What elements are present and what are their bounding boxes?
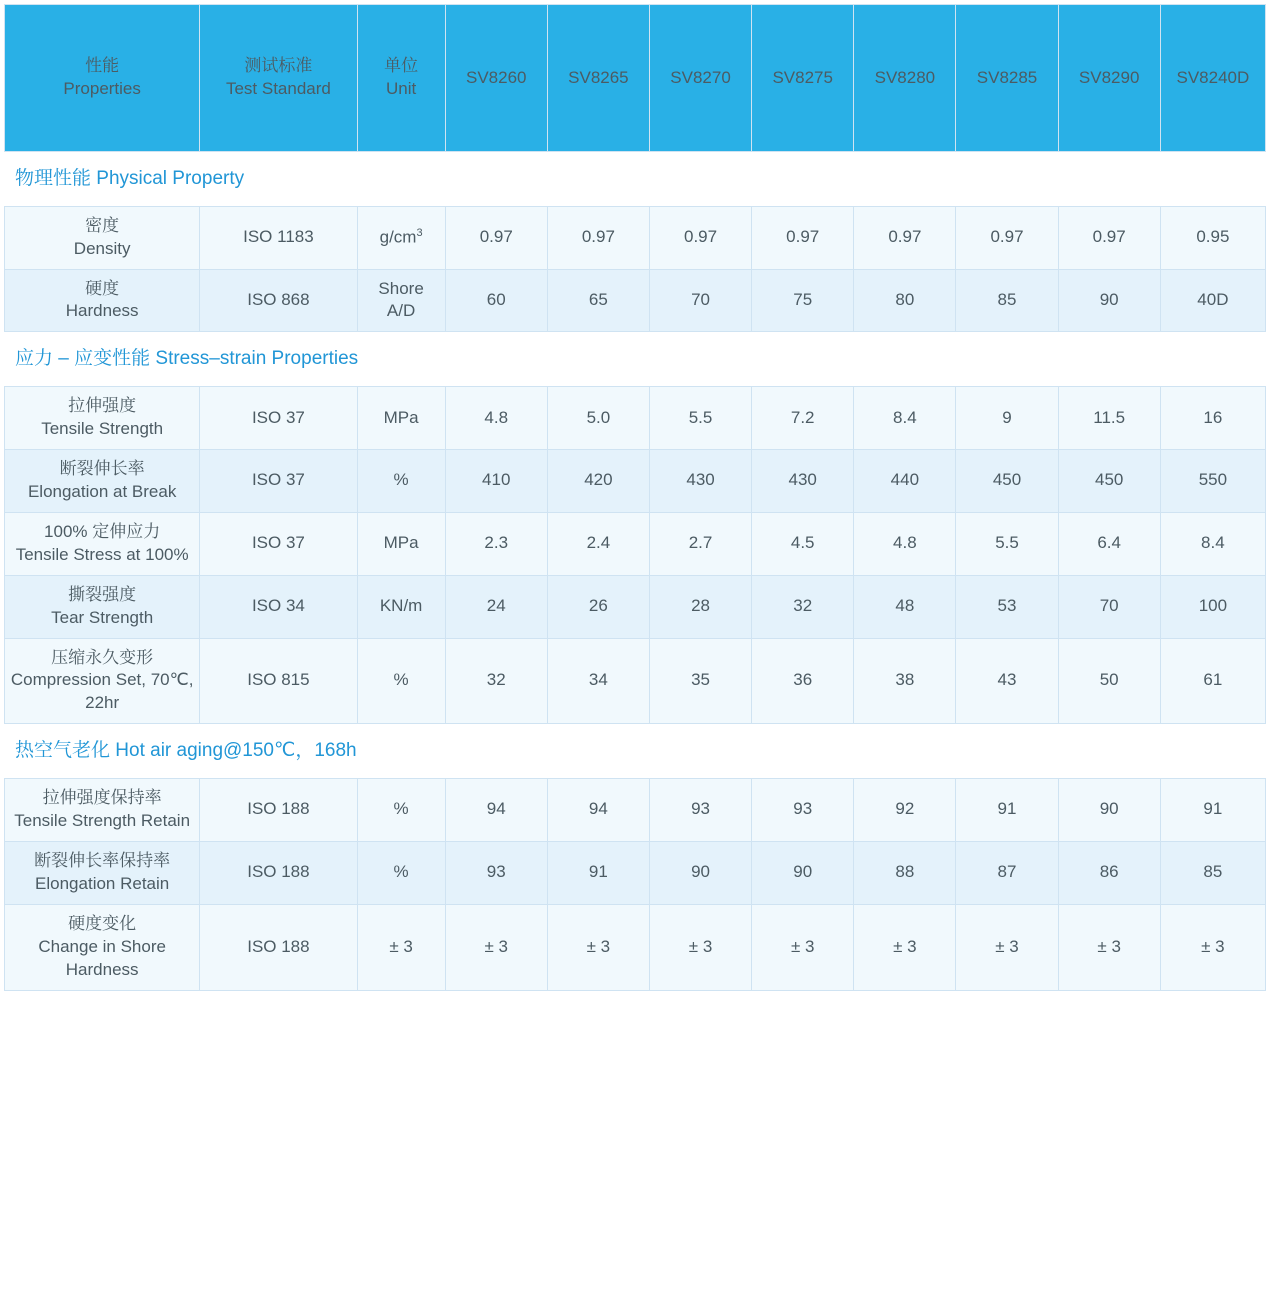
table-header xyxy=(5,5,1266,152)
test-standard-cell: ISO 188 xyxy=(200,778,357,841)
test-standard-cell: ISO 34 xyxy=(200,575,357,638)
header-row xyxy=(5,5,1266,152)
value-cell: 420 xyxy=(547,449,649,512)
value-cell: 550 xyxy=(1160,449,1265,512)
value-cell: 38 xyxy=(854,638,956,724)
column-header-en: SV8260 xyxy=(465,67,527,87)
property-name-en: Elongation at Break xyxy=(27,481,177,501)
property-name-en: Tensile Strength xyxy=(41,418,164,438)
property-cell xyxy=(5,778,200,841)
value-cell: 48 xyxy=(854,575,956,638)
value-cell: 80 xyxy=(854,269,956,332)
column-header-3 xyxy=(357,5,445,152)
value-cell: 93 xyxy=(752,778,854,841)
value-cell: 11.5 xyxy=(1058,387,1160,450)
table-row xyxy=(5,387,1266,450)
unit-cell: MPa xyxy=(357,512,445,575)
property-cell xyxy=(5,575,200,638)
value-cell: 24 xyxy=(445,575,547,638)
value-cell: 100 xyxy=(1160,575,1265,638)
column-header-6 xyxy=(649,5,751,152)
value-cell: ± 3 xyxy=(649,904,751,990)
property-name-cn: 压缩永久变形 xyxy=(51,647,154,667)
value-cell: 450 xyxy=(1058,449,1160,512)
value-cell: 430 xyxy=(752,449,854,512)
column-header-cn: 性能 xyxy=(85,56,120,76)
value-cell: 50 xyxy=(1058,638,1160,724)
property-name-en: Tensile Stress at 100% xyxy=(15,544,189,564)
value-cell: 34 xyxy=(547,638,649,724)
column-header-en: SV8280 xyxy=(874,67,936,87)
column-header-en: SV8265 xyxy=(568,67,629,87)
value-cell: 40D xyxy=(1160,269,1265,332)
value-cell: 6.4 xyxy=(1058,512,1160,575)
table-row xyxy=(5,449,1266,512)
value-cell: 75 xyxy=(752,269,854,332)
value-cell: 32 xyxy=(752,575,854,638)
property-name-cn: 断裂伸长率 xyxy=(59,458,145,478)
table-row xyxy=(5,778,1266,841)
property-cell xyxy=(5,206,200,269)
value-cell: 2.7 xyxy=(649,512,751,575)
property-cell xyxy=(5,904,200,990)
value-cell: 93 xyxy=(649,778,751,841)
value-cell: 53 xyxy=(956,575,1058,638)
test-standard-cell: ISO 1183 xyxy=(200,206,357,269)
property-name-en: Compression Set, 70℃, 22hr xyxy=(10,670,194,713)
table-row xyxy=(5,638,1266,724)
property-name-cn: 拉伸强度 xyxy=(68,396,137,416)
property-cell xyxy=(5,512,200,575)
property-name-en: Tensile Strength Retain xyxy=(14,810,191,830)
property-cell xyxy=(5,449,200,512)
section-title: 应力 – 应变性能 Stress–strain Properties xyxy=(5,332,1266,387)
value-cell: 85 xyxy=(1160,841,1265,904)
column-header-4 xyxy=(445,5,547,152)
section-row xyxy=(5,152,1266,207)
value-cell: 90 xyxy=(1058,269,1160,332)
value-cell: 9 xyxy=(956,387,1058,450)
property-name-cn: 密度 xyxy=(85,215,120,235)
value-cell: 36 xyxy=(752,638,854,724)
column-header-11 xyxy=(1160,5,1265,152)
value-cell: 2.3 xyxy=(445,512,547,575)
value-cell: 35 xyxy=(649,638,751,724)
test-standard-cell: ISO 868 xyxy=(200,269,357,332)
property-name-en: Density xyxy=(73,238,131,258)
value-cell: 8.4 xyxy=(854,387,956,450)
value-cell: 0.95 xyxy=(1160,206,1265,269)
column-header-8 xyxy=(854,5,956,152)
value-cell: 91 xyxy=(956,778,1058,841)
column-header-en: Test Standard xyxy=(225,79,331,98)
column-header-en: SV8290 xyxy=(1078,67,1140,87)
column-header-2 xyxy=(200,5,357,152)
property-name-en: Change in Shore Hardness xyxy=(38,936,166,979)
value-cell: 94 xyxy=(445,778,547,841)
value-cell: ± 3 xyxy=(547,904,649,990)
test-standard-cell: ISO 188 xyxy=(200,841,357,904)
property-cell xyxy=(5,387,200,450)
test-standard-cell: ISO 37 xyxy=(200,512,357,575)
property-name-cn: 撕裂强度 xyxy=(68,584,137,604)
value-cell: 7.2 xyxy=(752,387,854,450)
value-cell: 5.5 xyxy=(956,512,1058,575)
column-header-en: SV8275 xyxy=(772,67,833,87)
table-body xyxy=(5,152,1266,991)
unit-cell: % xyxy=(357,778,445,841)
property-name-cn: 100% 定伸应力 xyxy=(44,521,161,541)
column-header-en: SV8285 xyxy=(976,67,1038,87)
property-cell xyxy=(5,269,200,332)
value-cell: 43 xyxy=(956,638,1058,724)
value-cell: 0.97 xyxy=(649,206,751,269)
table-row xyxy=(5,269,1266,332)
column-header-cn: 测试标准 xyxy=(244,56,313,76)
value-cell: 5.5 xyxy=(649,387,751,450)
property-name-cn: 硬度 xyxy=(85,278,120,298)
value-cell: 70 xyxy=(1058,575,1160,638)
property-cell xyxy=(5,638,200,724)
value-cell: 88 xyxy=(854,841,956,904)
value-cell: 91 xyxy=(547,841,649,904)
value-cell: 65 xyxy=(547,269,649,332)
section-title: 物理性能 Physical Property xyxy=(5,152,1266,207)
column-header-7 xyxy=(752,5,854,152)
value-cell: 450 xyxy=(956,449,1058,512)
value-cell: 8.4 xyxy=(1160,512,1265,575)
column-header-cn: 单位 xyxy=(384,56,419,76)
value-cell: 90 xyxy=(1058,778,1160,841)
value-cell: 16 xyxy=(1160,387,1265,450)
value-cell: 91 xyxy=(1160,778,1265,841)
column-header-9 xyxy=(956,5,1058,152)
value-cell: 4.5 xyxy=(752,512,854,575)
value-cell: 4.8 xyxy=(445,387,547,450)
table-row xyxy=(5,575,1266,638)
value-cell: 2.4 xyxy=(547,512,649,575)
table-row xyxy=(5,841,1266,904)
property-name-en: Hardness xyxy=(65,301,139,321)
value-cell: 440 xyxy=(854,449,956,512)
value-cell: 32 xyxy=(445,638,547,724)
value-cell: 28 xyxy=(649,575,751,638)
column-header-5 xyxy=(547,5,649,152)
value-cell: 92 xyxy=(854,778,956,841)
value-cell: 87 xyxy=(956,841,1058,904)
column-header-10 xyxy=(1058,5,1160,152)
value-cell: 85 xyxy=(956,269,1058,332)
property-cell xyxy=(5,841,200,904)
value-cell: ± 3 xyxy=(1160,904,1265,990)
unit-cell: % xyxy=(357,449,445,512)
unit-cell: Shore A/D xyxy=(357,269,445,332)
value-cell: 0.97 xyxy=(752,206,854,269)
property-name-en: Elongation Retain xyxy=(35,873,170,893)
property-name-cn: 拉伸强度保持率 xyxy=(42,787,162,807)
properties-table xyxy=(4,4,1266,991)
unit-cell: KN/m xyxy=(357,575,445,638)
unit-cell: % xyxy=(357,841,445,904)
value-cell: 61 xyxy=(1160,638,1265,724)
column-header-en: SV8240D xyxy=(1176,67,1250,87)
test-standard-cell: ISO 37 xyxy=(200,387,357,450)
test-standard-cell: ISO 815 xyxy=(200,638,357,724)
table-row xyxy=(5,206,1266,269)
column-header-en: SV8270 xyxy=(670,67,731,87)
section-row xyxy=(5,332,1266,387)
unit-cell: $g/cm^3$ xyxy=(357,206,445,269)
unit-cell: % xyxy=(357,638,445,724)
column-header-1 xyxy=(5,5,200,152)
value-cell: ± 3 xyxy=(956,904,1058,990)
value-cell: 5.0 xyxy=(547,387,649,450)
value-cell: 60 xyxy=(445,269,547,332)
value-cell: 26 xyxy=(547,575,649,638)
value-cell: 86 xyxy=(1058,841,1160,904)
value-cell: 70 xyxy=(649,269,751,332)
section-row xyxy=(5,724,1266,779)
value-cell: ± 3 xyxy=(445,904,547,990)
property-name-cn: 硬度变化 xyxy=(68,913,137,933)
table-row xyxy=(5,904,1266,990)
property-name-cn: 断裂伸长率保持率 xyxy=(34,850,171,870)
value-cell: 0.97 xyxy=(956,206,1058,269)
value-cell: 0.97 xyxy=(547,206,649,269)
value-cell: 0.97 xyxy=(854,206,956,269)
value-cell: ± 3 xyxy=(854,904,956,990)
value-cell: 90 xyxy=(649,841,751,904)
table-row xyxy=(5,512,1266,575)
value-cell: 94 xyxy=(547,778,649,841)
property-name-en: Tear Strength xyxy=(51,607,154,627)
test-standard-cell: ISO 37 xyxy=(200,449,357,512)
value-cell: 0.97 xyxy=(1058,206,1160,269)
value-cell: 410 xyxy=(445,449,547,512)
unit-cell: ± 3 xyxy=(357,904,445,990)
section-title: 热空气老化 Hot air aging@150℃，168h xyxy=(5,724,1266,779)
column-header-en: Unit xyxy=(385,79,417,98)
unit-cell: MPa xyxy=(357,387,445,450)
value-cell: ± 3 xyxy=(1058,904,1160,990)
value-cell: 0.97 xyxy=(445,206,547,269)
value-cell: 4.8 xyxy=(854,512,956,575)
column-header-en: Properties xyxy=(63,79,141,98)
value-cell: ± 3 xyxy=(752,904,854,990)
value-cell: 430 xyxy=(649,449,751,512)
value-cell: 90 xyxy=(752,841,854,904)
value-cell: 93 xyxy=(445,841,547,904)
test-standard-cell: ISO 188 xyxy=(200,904,357,990)
